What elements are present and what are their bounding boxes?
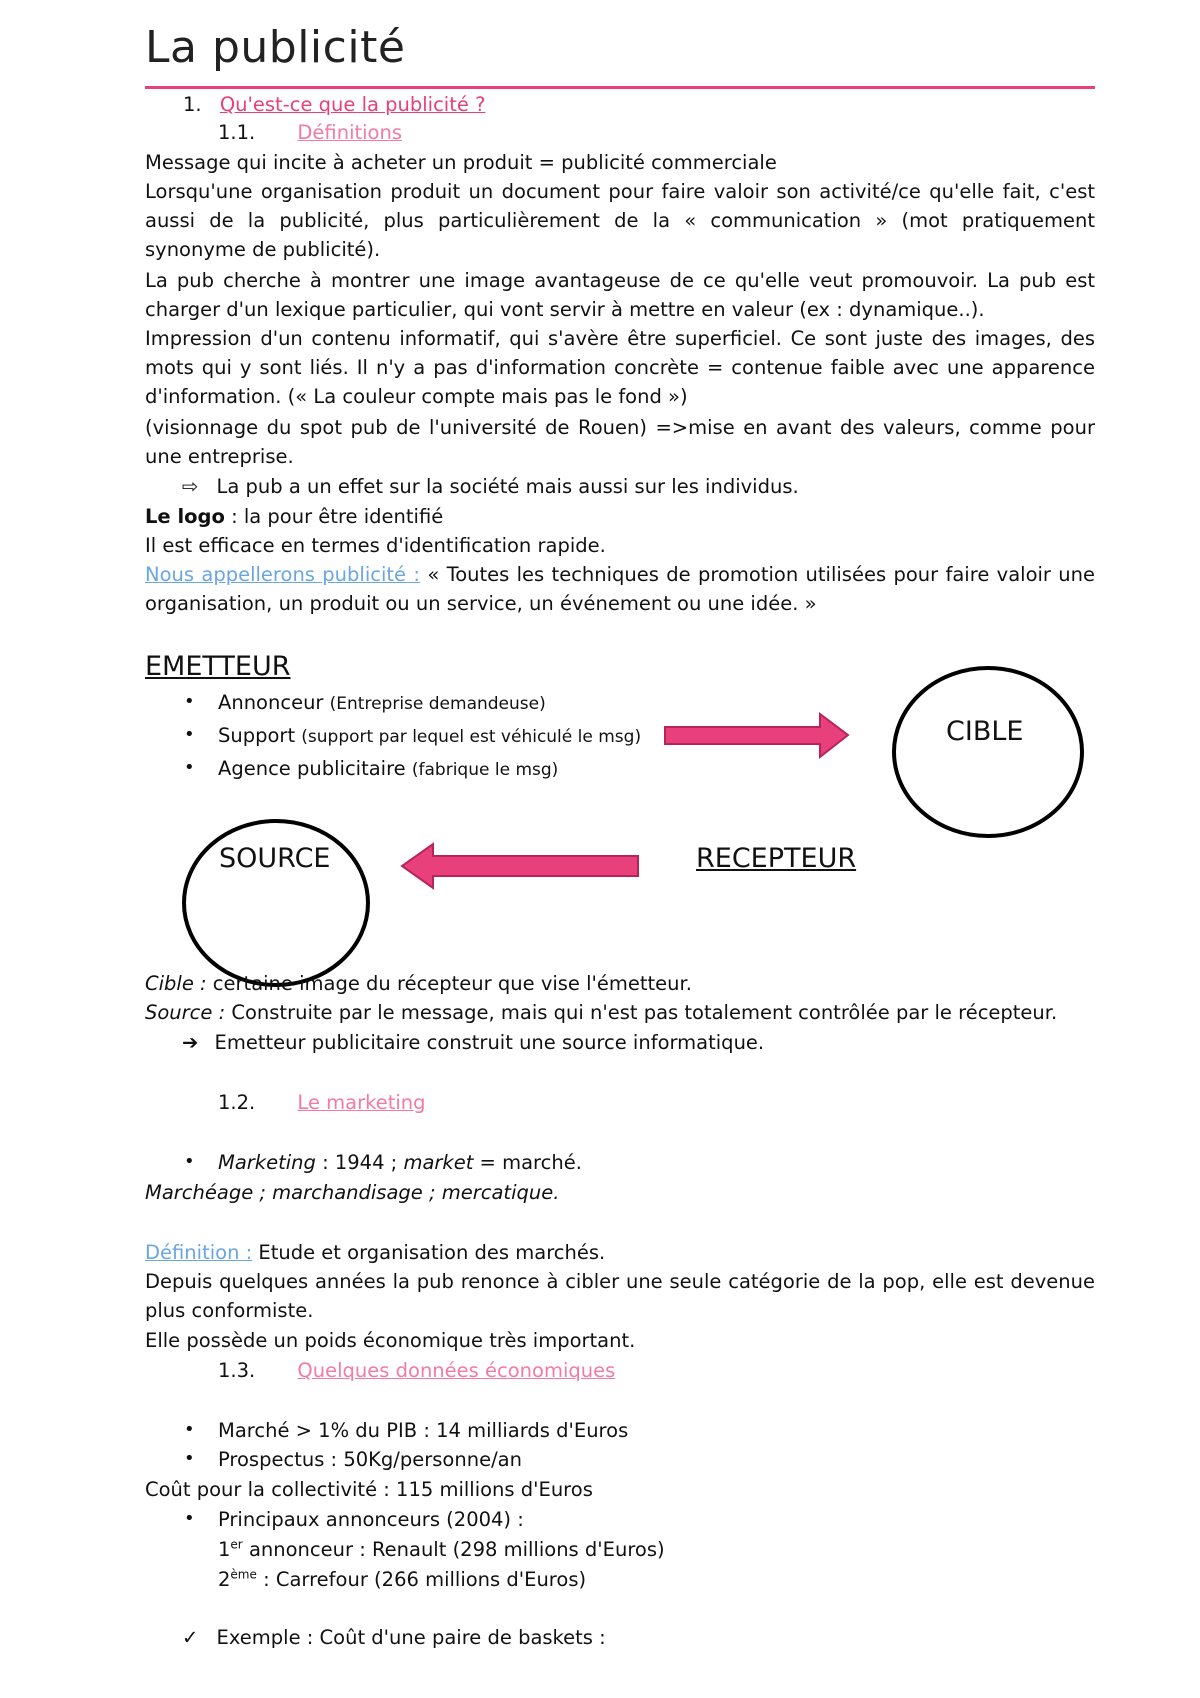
publicity-definition-text: « Toutes les techniques de promotion utilisées pour faire valoir une organisation, un produit ou un service, un événement ou une idée. » — [145, 563, 1095, 615]
section-1-1-title: Définitions — [297, 121, 403, 144]
source-definition-label: Source : — [145, 1001, 226, 1024]
rank-suffix: er — [230, 1537, 243, 1552]
logo-label: Le logo — [145, 505, 225, 528]
section-1-3-title: Quelques données économiques — [297, 1359, 616, 1382]
right-arrow-icon — [665, 714, 848, 757]
cible-definition-text: certaine image du récepteur que vise l'émetteur. — [206, 972, 692, 995]
marketing-definition-text: Etude et organisation des marchés. — [252, 1241, 606, 1264]
paragraph-12: Coût pour la collectivité : 115 millions d'Euros — [145, 1478, 593, 1501]
emetteur-item-label: Annonceur — [218, 691, 324, 714]
rank-number: 2 — [218, 1568, 231, 1591]
arrow-point-1-text: La pub a un effet sur la société mais aussi sur les individus. — [216, 475, 799, 498]
section-1-2-title: Le marketing — [297, 1091, 426, 1114]
cible-definition-label: Cible : — [145, 972, 207, 995]
section-1-2-heading — [218, 1088, 426, 1117]
marketing-item — [218, 1148, 582, 1177]
source-definition-text: Construite par le message, mais qui n'est pas totalement contrôlée par le récepteur. — [225, 1001, 1058, 1024]
outline-arrow-icon: ⇨ — [182, 475, 199, 498]
market-translation: = marché. — [473, 1151, 582, 1174]
emetteur-heading: EMETTEUR — [145, 651, 291, 682]
logo-text: : la pour être identifié — [224, 505, 444, 528]
emetteur-item-label: Support — [218, 724, 296, 747]
arrow-point-2-text: Emetteur publicitaire construit une source informatique. — [214, 1031, 765, 1054]
section-1-1-heading — [218, 118, 402, 147]
section-1-heading — [183, 90, 485, 119]
market-term: market — [403, 1151, 474, 1174]
section-1-2-number: 1.2. — [218, 1091, 256, 1114]
arrow-point-2 — [182, 1028, 764, 1057]
arrow-right-icon: ➔ — [182, 1031, 199, 1054]
paragraph-2: Lorsqu'une organisation produit un document pour faire valoir son activité/ce qu'elle fait, c'est aussi de la publicité, plus particulièrement de la « communication » (mot pratiquement synonyme de publicité). — [145, 180, 1095, 261]
cible-label: CIBLE — [946, 716, 1024, 747]
bullet-icon: • — [184, 691, 195, 712]
section-1-3-heading — [218, 1356, 615, 1385]
bullet-icon: • — [184, 757, 195, 778]
bullet-icon: • — [184, 1448, 195, 1469]
economic-item: Prospectus : 50Kg/personne/an — [218, 1448, 522, 1471]
arrow-point-1 — [182, 472, 799, 501]
advertiser-rank-2 — [218, 1565, 586, 1594]
source-label: SOURCE — [219, 843, 331, 874]
recepteur-label: RECEPTEUR — [696, 843, 857, 874]
example-text: Exemple : Coût d'une paire de baskets : — [216, 1626, 606, 1649]
emetteur-item — [218, 721, 641, 752]
economic-item: Principaux annonceurs (2004) : — [218, 1508, 524, 1531]
bullet-icon: • — [184, 1151, 195, 1172]
emetteur-item-note: (Entreprise demandeuse) — [329, 694, 546, 714]
emetteur-item — [218, 688, 546, 719]
paragraph-7: Il est efficace en termes d'identification rapide. — [145, 534, 606, 557]
paragraph-1: Message qui incite à acheter un produit = publicité commerciale — [145, 151, 777, 174]
rank-suffix: ème — [230, 1567, 257, 1582]
emetteur-item-label: Agence publicitaire — [218, 757, 406, 780]
paragraph-3: La pub cherche à montrer une image avantageuse de ce qu'elle veut promouvoir. La pub est charger d'un lexique particulier, qui vont servir à mettre en valeur (ex : dynamique..). — [145, 269, 1095, 321]
cible-circle — [894, 668, 1082, 836]
title-underline — [145, 86, 1095, 89]
emetteur-item-note: (support par lequel est véhiculé le msg) — [301, 727, 642, 747]
logo-line — [145, 502, 443, 531]
emetteur-item-note: (fabrique le msg) — [411, 760, 559, 780]
marketing-term: Marketing — [218, 1151, 316, 1174]
section-1-title: Qu'est-ce que la publicité ? — [219, 93, 486, 116]
section-1-3-number: 1.3. — [218, 1359, 256, 1382]
rank-text: annonceur : Renault (298 millions d'Euros) — [242, 1538, 665, 1561]
marketing-definition — [145, 1238, 605, 1267]
cible-definition — [145, 969, 692, 998]
section-1-1-number: 1.1. — [218, 121, 256, 144]
advertiser-rank-1 — [218, 1535, 665, 1564]
source-definition — [145, 998, 1057, 1027]
example-line — [182, 1623, 606, 1652]
section-1-number: 1. — [183, 93, 202, 116]
bullet-icon: • — [184, 724, 195, 745]
bullet-icon: • — [184, 1419, 195, 1440]
publicity-definition — [145, 560, 1095, 618]
economic-item: Marché > 1% du PIB : 14 milliards d'Euros — [218, 1419, 629, 1442]
bullet-icon: • — [184, 1508, 195, 1529]
paragraph-11: Elle possède un poids économique très important. — [145, 1329, 636, 1352]
marketing-date: : 1944 ; — [315, 1151, 404, 1174]
publicity-definition-label: Nous appellerons publicité : — [145, 563, 420, 586]
marketing-definition-label: Définition : — [145, 1241, 253, 1264]
paragraph-10: Depuis quelques années la pub renonce à cibler une seule catégorie de la pop, elle est devenue plus conformiste. — [145, 1270, 1095, 1322]
page-title: La publicité — [145, 22, 406, 73]
paragraph-4: Impression d'un contenu informatif, qui s'avère être superficiel. Ce sont juste des images, des mots qui y sont liés. Il n'y a pas d'information concrète = contenue faible avec une apparence d'information. (« La couleur compte mais pas le fond ») — [145, 327, 1095, 408]
emetteur-item — [218, 754, 558, 785]
marketing-synonyms: Marchéage ; marchandisage ; mercatique. — [145, 1181, 560, 1204]
checkmark-icon: ✓ — [182, 1626, 199, 1649]
rank-text: : Carrefour (266 millions d'Euros) — [256, 1568, 587, 1591]
paragraph-5: (visionnage du spot pub de l'université de Rouen) =>mise en avant des valeurs, comme pour une entreprise. — [145, 416, 1095, 468]
left-arrow-icon — [402, 844, 638, 888]
rank-number: 1 — [218, 1538, 231, 1561]
